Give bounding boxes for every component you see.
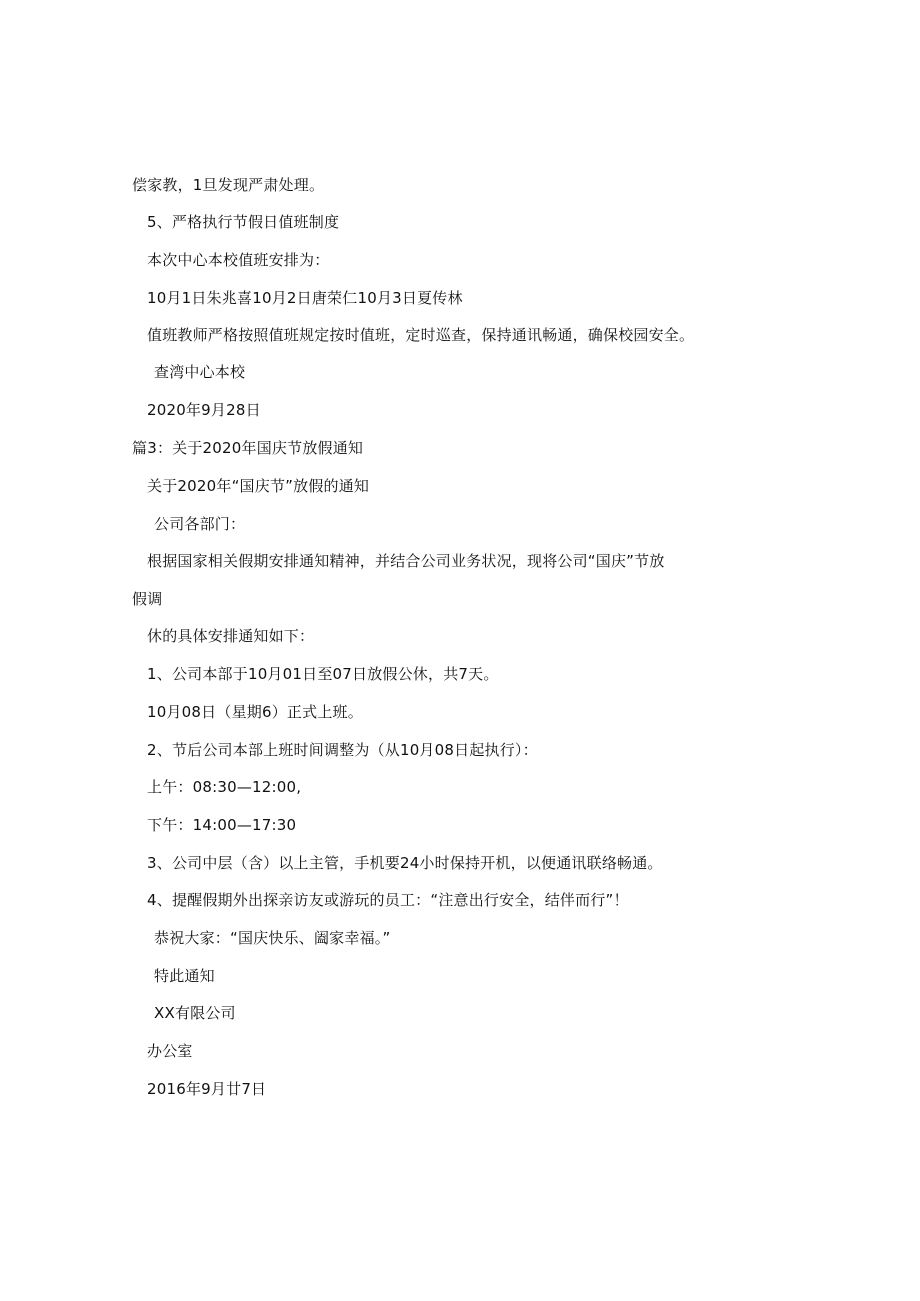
text-line-3: 本次中心本校值班安排为：	[147, 251, 330, 269]
text-line-15: 10月08日（星期6）正式上班。	[147, 703, 363, 721]
text-line-16: 2、节后公司本部上班时间调整为（从10月08日起执行）：	[147, 741, 538, 759]
text-line-13: 休的具体安排通知如下：	[147, 627, 315, 645]
text-line-1: 偿家教，1旦发现严肃处理。	[132, 176, 325, 194]
text-line-20: 4、提醒假期外出探亲访友或游玩的员工：“注意出行安全，结伴而行”！	[147, 891, 629, 909]
text-line-7: 2020年9月28日	[147, 401, 261, 419]
text-line-10: 公司各部门：	[154, 515, 246, 533]
text-line-4: 10月1日朱兆喜10月2日唐荣仁10月3日夏传林	[147, 289, 463, 307]
text-line-11: 根据国家相关假期安排通知精神，并结合公司业务状况，现将公司“国庆”节放	[147, 552, 665, 570]
text-line-14: 1、公司本部于10月01日至07日放假公休，共7天。	[147, 665, 499, 683]
text-line-12: 假调	[132, 590, 163, 608]
text-line-17: 上午：08:30—12:00,	[147, 778, 302, 796]
department-name: 办公室	[147, 1042, 193, 1060]
text-line-6: 查湾中心本校	[154, 363, 246, 381]
text-line-5: 值班教师严格按照值班规定按时值班，定时巡查，保持通讯畅通，确保校园安全。	[147, 326, 695, 344]
section-heading: 篇3：关于2020年国庆节放假通知	[132, 439, 364, 457]
text-line-22: 特此通知	[154, 967, 215, 985]
document-date: 2016年9月廿7日	[147, 1080, 267, 1098]
text-line-18: 下午：14:00—17:30	[147, 816, 297, 834]
company-name: XX有限公司	[154, 1004, 236, 1022]
text-line-19: 3、公司中层（含）以上主管，手机要24小时保持开机，以便通讯联络畅通。	[147, 854, 663, 872]
notice-title: 关于2020年“国庆节”放假的通知	[147, 477, 370, 495]
text-line-2: 5、严格执行节假日值班制度	[147, 213, 340, 231]
text-line-21: 恭祝大家：“国庆快乐、阖家幸福。”	[154, 929, 391, 947]
